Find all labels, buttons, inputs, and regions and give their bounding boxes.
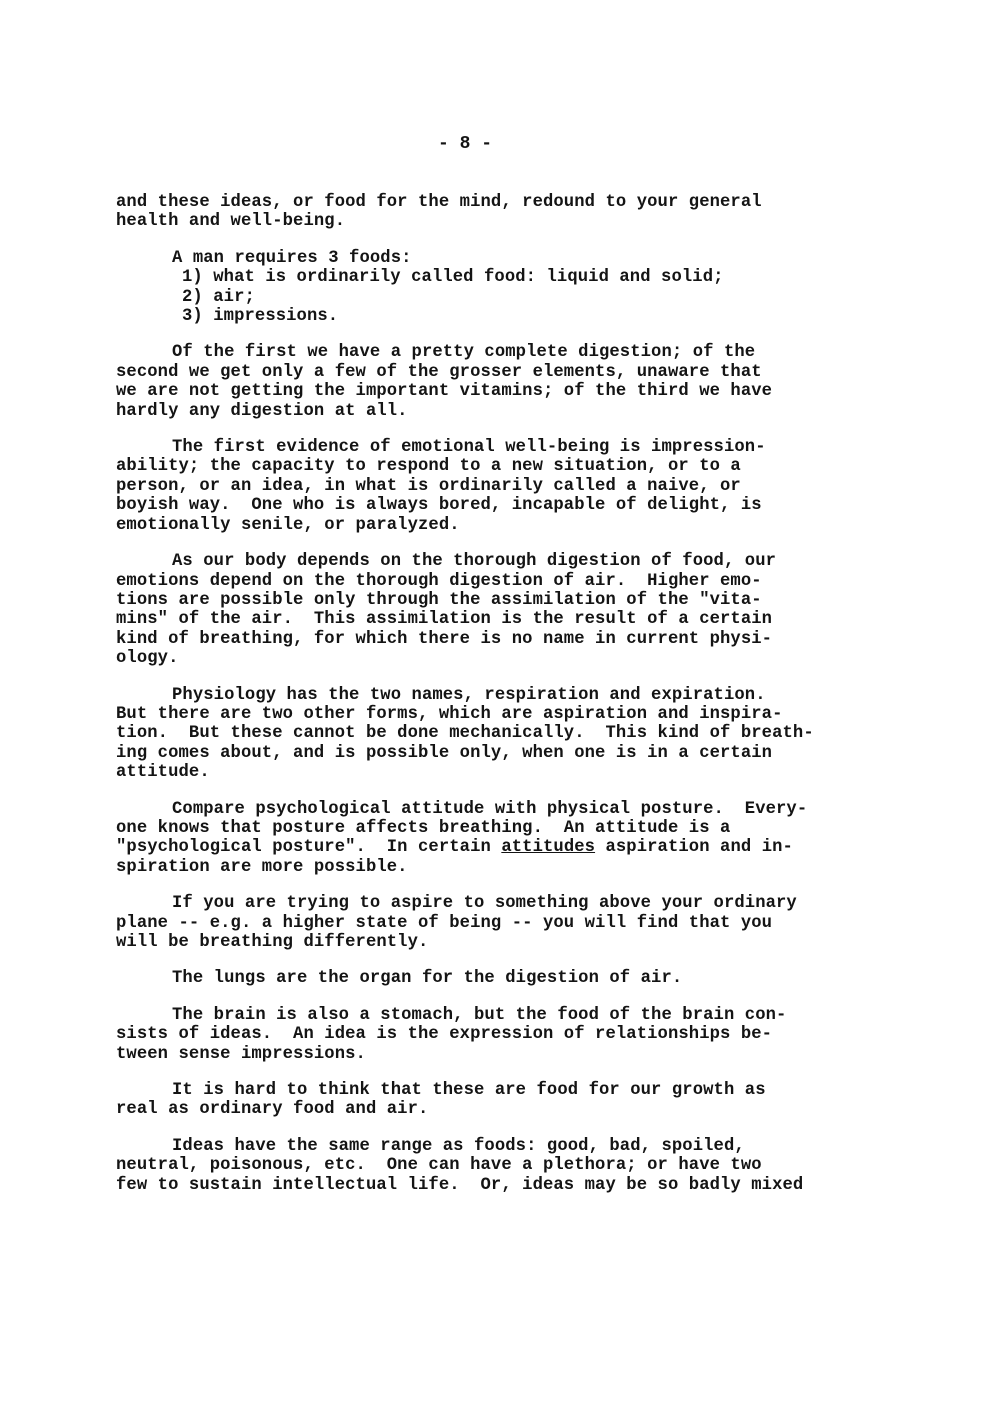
text-line: tions are possible only through the assimilation of the "vita- <box>116 590 762 610</box>
text-line: neutral, poisonous, etc. One can have a plethora; or have two <box>116 1156 762 1176</box>
paragraph-lungs <box>116 969 916 988</box>
underlined-word: attitudes <box>501 838 596 858</box>
list-item: 2) air; <box>182 287 255 307</box>
text-line: The lungs are the organ for the digestion of air. <box>172 969 683 989</box>
paragraph-emotional-well-being <box>116 438 916 535</box>
paragraph-physiology <box>116 686 916 783</box>
foods-list <box>116 249 916 327</box>
text-line: As our body depends on the thorough digestion of food, our <box>172 552 777 572</box>
text-line: we are not getting the important vitamins; of the third we have <box>116 382 773 402</box>
text-line: tion. But these cannot be done mechanically. This kind of breath- <box>116 724 814 744</box>
text-line: real as ordinary food and air. <box>116 1100 429 1120</box>
text-line: health and well-being. <box>116 212 346 232</box>
text-line: second we get only a few of the grosser elements, unaware that <box>116 362 762 382</box>
text-line: If you are trying to aspire to something above your ordinary <box>172 894 797 914</box>
list-item: 3) impressions. <box>182 307 339 327</box>
document-body <box>116 193 916 1212</box>
list-item: 1) what is ordinarily called food: liquid and solid; <box>182 268 724 288</box>
paragraph-food-for-growth <box>116 1081 916 1120</box>
text-line: ability; the capacity to respond to a new situation, or to a <box>116 457 741 477</box>
text-line: person, or an idea, in what is ordinarily called a naive, or <box>116 476 741 496</box>
page-number: - 8 - <box>437 134 492 154</box>
text-line: But there are two other forms, which are aspiration and inspira- <box>116 704 783 724</box>
text-line: The brain is also a stomach, but the food of the brain con- <box>172 1005 787 1025</box>
text-line: and these ideas, or food for the mind, redound to your general <box>116 193 762 212</box>
text-line: hardly any digestion at all. <box>116 401 408 421</box>
text-line: kind of breathing, for which there is no name in current physi- <box>116 629 773 649</box>
text-line: one knows that posture affects breathing. An attitude is a <box>116 818 731 838</box>
paragraph-posture <box>116 800 916 878</box>
text-line: emotionally senile, or paralyzed. <box>116 515 460 535</box>
paragraph-digestion <box>116 343 916 421</box>
text-line: spiration are more possible. <box>116 857 408 877</box>
text-line: attitude. <box>116 763 210 783</box>
text-line: aspiration and in- <box>595 838 793 858</box>
text-line: Ideas have the same range as foods: good, bad, spoiled, <box>172 1136 745 1156</box>
paragraph-aspire <box>116 894 916 952</box>
text-line: It is hard to think that these are food for our growth as <box>172 1081 766 1101</box>
text-line: will be breathing differently. <box>116 933 429 952</box>
text-line: emotions depend on the thorough digestion of air. Higher emo- <box>116 571 762 591</box>
text-line: The first evidence of emotional well-being is impression- <box>172 438 766 458</box>
text-line: tween sense impressions. <box>116 1044 366 1064</box>
text-line: Of the first we have a pretty complete digestion; of the <box>172 343 756 363</box>
text-line: mins" of the air. This assimilation is the result of a certain <box>116 610 773 630</box>
paragraph-continuation <box>116 193 916 232</box>
text-line: ology. <box>116 649 179 669</box>
text-line: ing comes about, and is possible only, when one is in a certain <box>116 743 773 763</box>
foods-list-intro: A man requires 3 foods: <box>172 248 412 268</box>
paragraph-ideas-range <box>116 1137 916 1195</box>
text-line: plane -- e.g. a higher state of being -- you will find that you <box>116 913 773 933</box>
paragraph-digestion-of-air <box>116 552 916 668</box>
text-line: Compare psychological attitude with physical posture. Every- <box>172 799 808 819</box>
text-line: sists of ideas. An idea is the expression of relationships be- <box>116 1025 773 1045</box>
text-line: boyish way. One who is always bored, incapable of delight, is <box>116 496 762 516</box>
text-line: Physiology has the two names, respiration and expiration. <box>172 685 766 705</box>
text-line: few to sustain intellectual life. Or, ideas may be so badly mixed <box>116 1175 804 1195</box>
paragraph-brain <box>116 1006 916 1064</box>
text-line: "psychological posture". In certain <box>116 838 502 858</box>
